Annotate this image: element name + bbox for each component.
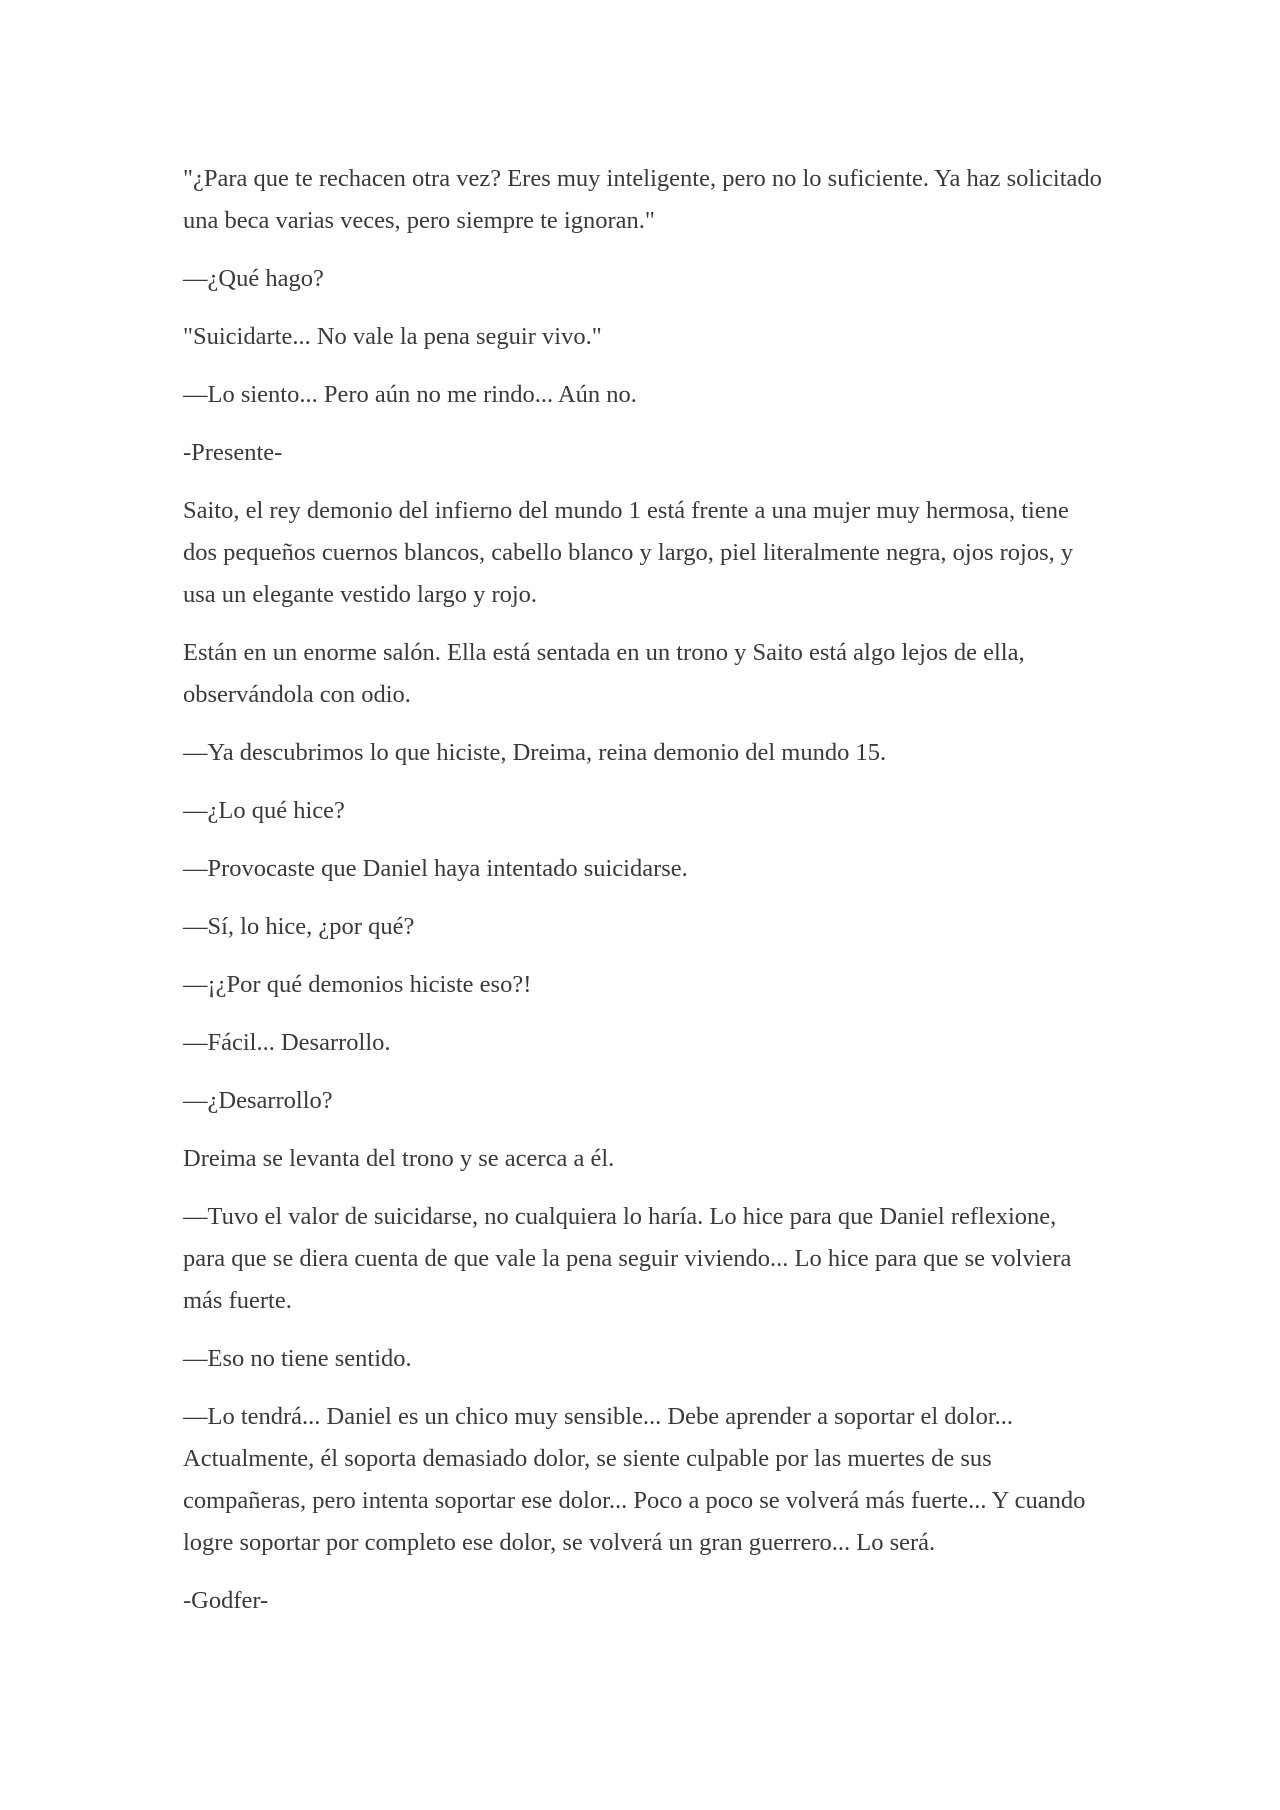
paragraph-15: Dreima se levanta del trono y se acerca a él. — [183, 1145, 615, 1172]
paragraph-17: —Eso no tiene sentido. — [183, 1345, 412, 1372]
paragraph-6: Saito, el rey demonio del infierno del mundo 1 está frente a una mujer muy hermosa, tiene dos pequeños cuernos blancos, cabello blanco y largo, piel literalmente negra, ojos rojos, y usa un elegante vestido largo y rojo. — [183, 497, 1074, 608]
section-heading-godfer: -Godfer- — [183, 1587, 269, 1614]
paragraph-14: —¿Desarrollo? — [183, 1087, 333, 1114]
paragraph-7: Están en un enorme salón. Ella está sentada en un trono y Saito está algo lejos de ella, observándola con odio. — [183, 639, 1025, 708]
paragraph-9: —¿Lo qué hice? — [183, 797, 345, 824]
paragraph-1: "¿Para que te rechacen otra vez? Eres muy inteligente, pero no lo suficiente. Ya haz solicitado una beca varias veces, pero siempre te ignoran." — [183, 165, 1102, 234]
paragraph-2: —¿Qué hago? — [183, 265, 324, 292]
document-body — [183, 158, 1103, 1638]
paragraph-12: —¡¿Por qué demonios hiciste eso?! — [183, 971, 532, 998]
paragraph-18: —Lo tendrá... Daniel es un chico muy sensible... Debe aprender a soportar el dolor... Actualmente, él soporta demasiado dolor, se siente culpable por las muertes de sus compañeras, pero intenta soportar ese dolor... Poco a poco se volverá más fuerte... Y cuando logre soportar por completo ese dolor, se volverá un gran guerrero... Lo será. — [183, 1403, 1086, 1556]
paragraph-10: —Provocaste que Daniel haya intentado suicidarse. — [183, 855, 688, 882]
paragraph-8: —Ya descubrimos lo que hiciste, Dreima, reina demonio del mundo 15. — [183, 739, 887, 766]
paragraph-3: "Suicidarte... No vale la pena seguir vivo." — [183, 323, 602, 350]
paragraph-16: —Tuvo el valor de suicidarse, no cualquiera lo haría. Lo hice para que Daniel reflexione, para que se diera cuenta de que vale la pena seguir viviendo... Lo hice para que se volviera más fuerte. — [183, 1203, 1072, 1314]
paragraph-13: —Fácil... Desarrollo. — [183, 1029, 391, 1056]
paragraph-11: —Sí, lo hice, ¿por qué? — [183, 913, 415, 940]
section-heading-presente: -Presente- — [183, 439, 283, 466]
paragraph-4: —Lo siento... Pero aún no me rindo... Aún no. — [183, 381, 637, 408]
